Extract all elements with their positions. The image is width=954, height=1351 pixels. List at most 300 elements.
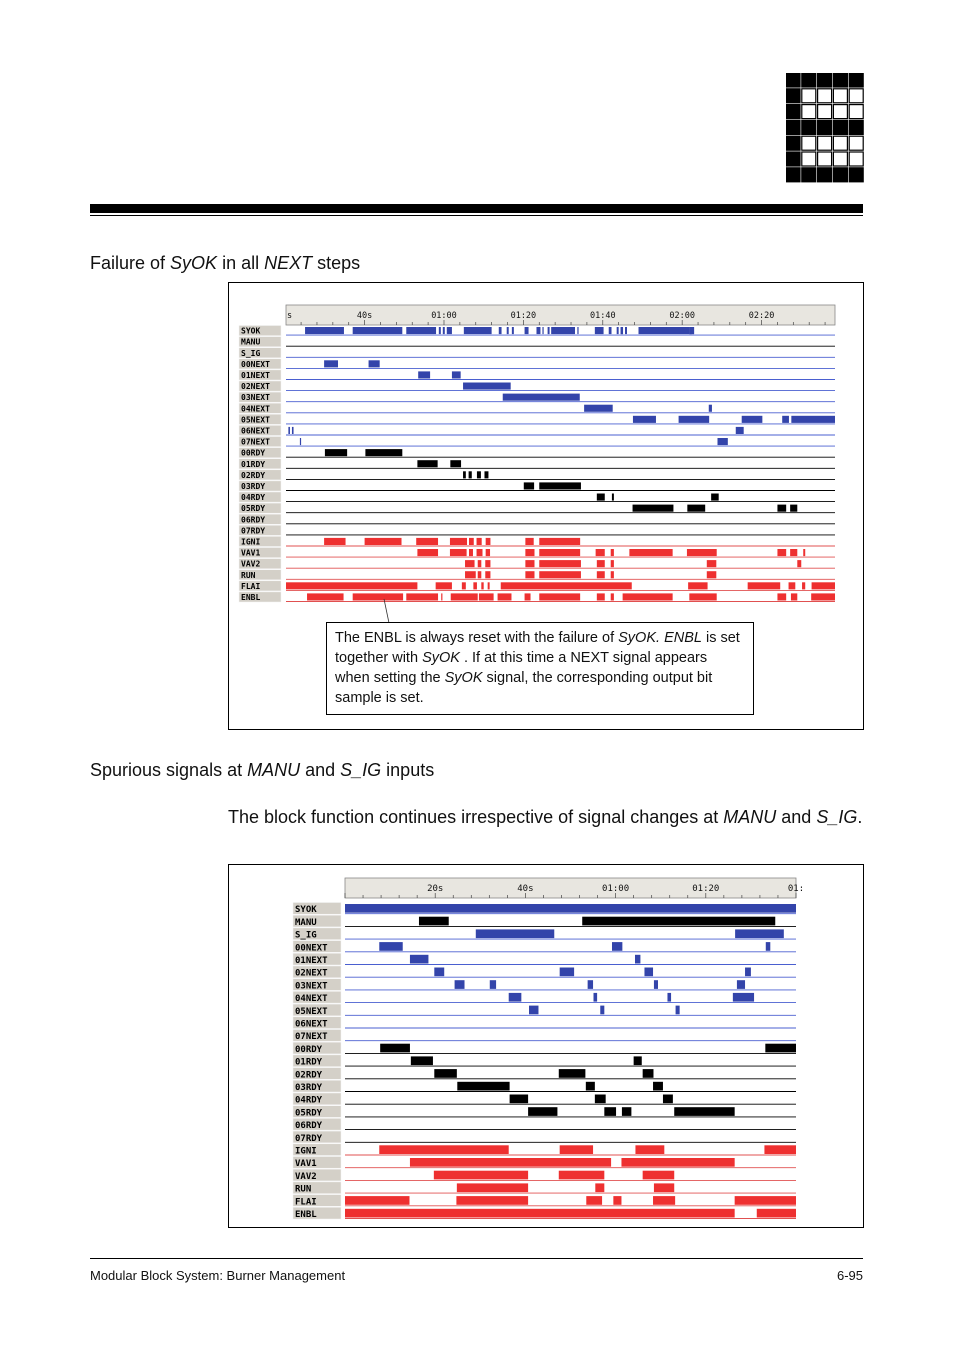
signal-label: 01NEXT [241,371,270,380]
signal-pulse [635,1145,664,1154]
signal-pulse [525,538,533,545]
text-run: MANU [247,760,301,780]
signal-pulse [634,1056,642,1065]
logo-cell [818,168,832,182]
signal-pulse [406,593,438,600]
signal-label: 00NEXT [295,943,328,954]
signal-label: SYOK [295,905,317,916]
signal-label: 02RDY [295,1070,323,1081]
signal-pulse [512,327,514,334]
signal-label: 04RDY [241,493,266,503]
signal-label: 02NEXT [295,968,328,979]
signal-pulse [441,593,442,600]
time-label: 01: [787,884,805,894]
signal-pulse [324,360,338,367]
signal-pulse [486,538,491,545]
signal-pulse [789,582,796,589]
signal-pulse [450,549,467,556]
signal-pulse [709,405,712,412]
signal-label: IGNI [241,537,261,547]
signal-pulse [586,1196,602,1205]
signal-pulse [524,482,534,489]
signal-pulse [379,942,402,951]
signal-pulse [498,593,512,600]
text-run: in all [217,253,265,273]
signal-pulse [463,383,511,390]
signal-pulse [525,549,534,556]
signal-label: 04RDY [295,1095,323,1106]
signal-pulse [345,1209,735,1218]
time-axis [345,878,796,898]
signal-pulse [597,593,605,600]
signal-pulse [450,538,467,545]
signal-pulse [617,327,619,334]
text-run: SyOK. [618,630,661,646]
signal-pulse [611,571,614,578]
signal-pulse [418,371,430,378]
signal-label: 03NEXT [241,393,270,403]
signal-pulse [406,327,436,334]
text-run: is set together with [335,630,740,666]
signal-pulse [604,1107,616,1116]
text-run: NEXT [264,253,313,273]
signal-pulse [525,593,531,600]
signal-pulse [478,560,482,567]
signal-pulse [679,416,710,423]
signal-pulse [577,327,578,334]
logo-cell [802,168,816,182]
signal-pulse [595,327,604,334]
logo-cell [818,89,832,103]
logo-cell [833,73,847,87]
signal-label: 00NEXT [241,359,270,369]
signal-pulse [476,929,554,938]
signal-label: 00RDY [241,448,266,458]
signal-label: VAV2 [241,559,261,569]
signal-pulse [689,327,694,334]
signal-pulse [635,955,640,964]
logo-cell [833,105,847,119]
signal-pulse [365,449,402,456]
time-label: 40s [517,884,534,894]
logo-cell [833,120,847,134]
signal-pulse [380,1044,410,1053]
signal-pulse [486,549,490,556]
signal-pulse [457,1082,509,1091]
signal-pulse [525,560,534,567]
signal-pulse [439,327,441,334]
signal-pulse [654,980,658,989]
signal-pulse [436,582,452,589]
signal-pulse [612,942,622,951]
signal-pulse [586,1082,595,1091]
text-run: and [300,760,341,780]
signal-pulse [737,980,745,989]
signal-pulse [764,1145,796,1154]
text-run: SyOK [422,650,460,666]
signal-pulse [469,549,473,556]
signal-pulse [536,327,540,334]
signal-label: FLAI [295,1197,317,1208]
signal-pulse [745,968,751,977]
signal-pulse [379,1145,508,1154]
logo-cell [786,152,800,166]
signal-pulse [597,571,605,578]
signal-pulse [539,549,580,556]
signal-pulse [484,471,488,478]
signal-pulse [621,327,623,334]
signal-label: MANU [295,917,317,928]
signal-pulse [411,1056,433,1065]
signal-pulse [434,1171,528,1180]
signal-pulse [639,327,690,334]
signal-pulse [450,460,461,467]
logo-cell [833,168,847,182]
signal-pulse [812,582,835,589]
signal-pulse [455,980,465,989]
signal-pulse [365,538,402,545]
signal-pulse [539,571,581,578]
signal-pulse [797,560,801,567]
signal-pulse [456,1196,528,1205]
signal-pulse [345,904,796,913]
signal-pulse [481,582,483,589]
time-label: 02:20 [748,311,775,321]
signal-pulse [611,560,614,567]
text-run: S_IG [340,760,382,780]
signal-pulse [609,327,612,334]
note-text [335,630,740,706]
signal-label: ENBL [241,593,261,602]
signal-label: 06NEXT [295,1019,328,1030]
logo-cell [818,105,832,119]
signal-label: 06RDY [295,1121,323,1132]
signal-pulse [525,327,529,334]
signal-pulse [811,593,835,600]
signal-pulse [417,549,438,556]
time-label: 01:20 [692,884,720,894]
signal-pulse [803,549,805,556]
signal-label: 03RDY [241,482,266,491]
signal-pulse [559,1069,586,1078]
signal-pulse [463,471,466,478]
time-label: 01:00 [602,884,630,894]
time-label: 40s [356,311,373,321]
chart-frame-spurious-signals [228,864,864,1228]
signal-pulse [790,505,797,512]
signal-pulse [478,571,482,578]
time-label: 01:20 [510,311,537,321]
signal-pulse [529,1006,538,1015]
signal-pulse [462,582,466,589]
logo-cell [786,120,800,134]
logo-cell [849,136,863,150]
signal-pulse [777,593,786,600]
signal-pulse [777,505,786,512]
signal-label: 01RDY [241,459,266,469]
signal-pulse [324,538,345,545]
signal-pulse [457,1183,528,1192]
signal-pulse [539,482,581,489]
signal-pulse [663,1095,673,1104]
signal-pulse [711,494,719,501]
signal-pulse [595,1183,604,1192]
note-box-enbl [326,622,754,715]
logo-cell [802,136,816,150]
text-run: SyOK [444,670,483,686]
signal-pulse [791,416,835,423]
signal-pulse [611,593,614,600]
signal-pulse [612,494,614,501]
logo-cell [849,73,863,87]
signal-pulse [499,327,502,334]
text-run: SyOK [170,253,218,273]
signal-pulse [509,993,522,1002]
signal-pulse [667,993,671,1002]
signal-pulse [625,327,627,334]
signal-pulse [539,560,581,567]
signal-pulse [560,1145,593,1154]
text-run: S_IG [816,807,858,827]
logo-cell [802,73,816,87]
logo-cell [818,120,832,134]
time-label: s [287,311,293,321]
signal-pulse [735,1196,796,1205]
signal-pulse [490,980,496,989]
text-run: . If at this time a NEXT signal appears when setting the [335,650,708,686]
signal-pulse [654,1183,674,1192]
text-run: signal, the corresponding output bit sample is set. [335,670,713,706]
signal-pulse [417,460,437,467]
signal-pulse [742,416,763,423]
signal-label: 05NEXT [241,415,270,425]
signal-label: VAV1 [295,1159,317,1170]
signal-label: S_IG [241,348,261,358]
signal-pulse [687,505,705,512]
signal-label: 05RDY [241,504,266,514]
signal-pulse [766,942,771,951]
signal-pulse [353,593,403,600]
logo-cell [849,152,863,166]
signal-pulse [539,538,580,545]
signal-label: 03RDY [295,1083,323,1093]
signal-label: 01NEXT [295,956,328,966]
signal-pulse [687,549,717,556]
signal-pulse [644,968,653,977]
logo-cell [818,136,832,150]
signal-label: 07RDY [295,1133,323,1144]
logo-cell [802,120,816,134]
logo-cell [818,73,832,87]
signal-label: 04NEXT [241,404,270,414]
signal-label: ENBL [295,1210,317,1220]
signal-pulse [584,405,613,412]
signal-pulse [622,1107,631,1116]
signal-pulse [451,593,478,600]
signal-pulse [528,1107,557,1116]
logo-cell [802,105,816,119]
signal-pulse [292,427,294,434]
signal-pulse [410,1158,611,1167]
text-run: ENBL [664,630,702,646]
signal-pulse [707,560,717,567]
signal-pulse [465,560,475,567]
logo-cell [849,89,863,103]
block-grid-logo [786,73,864,183]
signal-label: 06RDY [241,515,266,525]
signal-pulse [791,593,797,600]
signal-pulse [485,571,490,578]
signal-pulse [488,582,490,589]
signal-pulse [353,327,403,334]
text-run: inputs [381,760,435,780]
signal-label: FLAI [241,581,261,591]
text-run: steps [312,253,361,273]
logo-cell [786,168,800,182]
signal-pulse [507,327,509,334]
footer-rule [90,1258,863,1259]
signal-pulse [325,449,347,456]
signal-pulse [469,538,474,545]
signal-pulse [600,1006,604,1015]
signal-pulse [777,549,786,556]
signal-label: RUN [295,1184,312,1195]
signal-pulse [736,427,744,434]
signal-pulse [643,1069,654,1078]
logo-cell [833,89,847,103]
signal-pulse [477,471,481,478]
signal-pulse [464,327,492,334]
signal-label: SYOK [241,326,261,336]
logo-cell [849,105,863,119]
signal-label: 04NEXT [295,994,328,1005]
signal-pulse [707,571,717,578]
signal-label: S_IG [295,930,317,941]
signal-pulse [434,968,444,977]
logo-cell [786,136,800,150]
signal-pulse [501,582,632,589]
logo-cell [818,152,832,166]
signal-pulse [539,593,580,600]
time-label: 20s [427,884,444,894]
signal-pulse [542,327,543,334]
signal-label: 06NEXT [241,426,270,436]
section-heading-syok-failure [90,252,360,274]
signal-label: 05NEXT [295,1006,328,1017]
logo-cell [802,89,816,103]
signal-pulse [613,1196,621,1205]
signal-pulse [595,1095,606,1104]
signal-pulse [653,1196,675,1205]
signal-label: 02RDY [241,470,266,480]
signal-pulse [465,571,476,578]
signal-pulse [477,538,482,545]
signal-pulse [748,582,781,589]
logo-cell [786,105,800,119]
signal-label: 07NEXT [241,437,270,447]
footer-title: Modular Block System: Burner Management [90,1268,346,1283]
signal-label: 05RDY [295,1108,323,1119]
signal-pulse [633,505,674,512]
signal-pulse [621,1158,734,1167]
signal-pulse [802,582,805,589]
signal-pulse [733,993,754,1002]
time-label: 01:00 [431,311,457,321]
section-heading-spurious-signals [90,759,434,781]
signal-label: IGNI [295,1146,317,1157]
signal-pulse [676,1006,680,1015]
signal-pulse [443,327,445,334]
signal-pulse [674,1107,734,1116]
signal-pulse [765,1044,796,1053]
signal-pulse [503,394,580,401]
logo-cell [833,152,847,166]
signal-pulse [419,917,449,926]
signal-pulse [633,416,656,423]
logo-cell [849,120,863,134]
header-rule-thin [90,215,863,216]
signal-pulse [452,371,461,378]
signal-pulse [623,593,673,600]
signal-pulse [594,993,598,1002]
signal-pulse [410,955,428,964]
signal-pulse [735,929,784,938]
signal-pulse [689,593,716,600]
signal-pulse [597,560,605,567]
signal-pulse [434,1069,457,1078]
time-label: 01:40 [589,311,616,321]
signal-pulse [485,560,490,567]
signal-pulse [588,980,593,989]
text-run: The ENBL is always reset with the failure of [335,630,619,646]
signal-label: MANU [241,337,261,347]
signal-label: 07RDY [241,526,266,536]
page-number: 6-95 [836,1268,863,1283]
signal-label: RUN [241,570,256,580]
signal-pulse [305,327,344,334]
signal-pulse [307,593,344,600]
signal-pulse [790,549,797,556]
logo-cell [786,89,800,103]
note-leader-line [384,599,389,623]
signal-pulse [548,327,550,334]
signal-pulse [597,494,605,501]
timing-chart-spurious-signals [229,865,863,1227]
signal-pulse [479,593,494,600]
text-run: Failure of [90,253,171,273]
signal-pulse [447,327,452,334]
signal-pulse [559,1171,605,1180]
signal-pulse [688,582,707,589]
signal-label: VAV1 [241,548,261,558]
signal-pulse [469,471,472,478]
signal-label: 03NEXT [295,981,328,992]
signal-pulse [286,582,417,589]
time-label: 02:00 [669,311,695,321]
logo-cell [786,73,800,87]
signal-pulse [345,1196,409,1205]
signal-pulse [525,571,534,578]
signal-pulse [629,549,672,556]
signal-label: 07NEXT [295,1032,328,1043]
signal-label: 01RDY [295,1057,323,1068]
signal-pulse [782,416,789,423]
text-run: MANU [723,807,777,827]
logo-cell [802,152,816,166]
signal-pulse [643,1171,675,1180]
signal-pulse [560,968,574,977]
signal-label: 00RDY [295,1044,323,1055]
